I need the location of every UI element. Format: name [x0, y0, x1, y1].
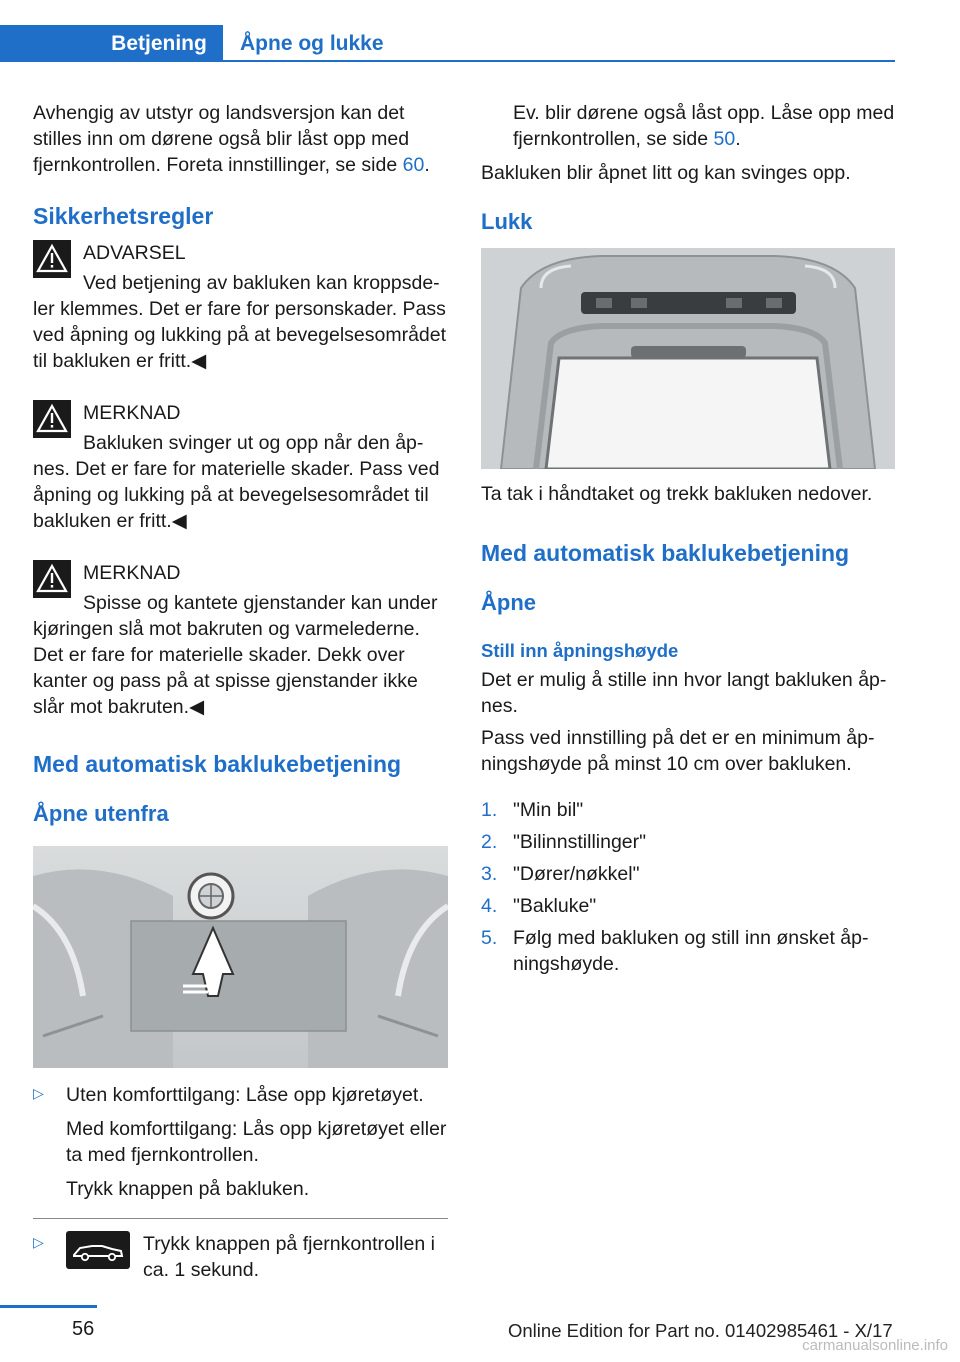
list-item: [481, 797, 895, 823]
bullet-divider: [33, 1218, 448, 1219]
warning-line1: Ved betjening av bakluken kan kroppsde-: [83, 272, 440, 294]
auto-tailgate-heading: Med automatisk baklukebetjening: [481, 540, 850, 566]
right-column: [481, 100, 895, 983]
opening-height-heading: Still inn åpningshøyde: [481, 640, 679, 661]
tailgate-opens-text: Bakluken blir åpnet litt og kan svinges opp.: [481, 162, 851, 184]
warning-triangle-icon: [33, 560, 71, 598]
tailgate-interior-photo: [481, 248, 895, 469]
step-number: 2.: [481, 831, 498, 853]
step-number: 3.: [481, 863, 498, 885]
step-text: "Dører/nøkkel": [513, 863, 640, 885]
bullet-text: Uten komforttilgang: Låse opp kjøretøyet.: [66, 1084, 424, 1106]
list-item: [481, 925, 895, 977]
breadcrumb[interactable]: Åpne og lukke: [240, 31, 384, 55]
warning-triangle-icon: [33, 400, 71, 438]
notice-block: [33, 560, 449, 720]
warning-text: ler klemmes. Det er fare for personskader. Pass ved åpning og lukking på at bevegelsesområdet til bakluken er fritt.◀: [33, 298, 447, 372]
bullet-item: [33, 1231, 449, 1287]
paragraph: Pass ved innstilling på det er en minimum åpningshøyde på minst 10 cm over bakluken.: [481, 727, 875, 775]
notice-title: MERKNAD: [83, 402, 181, 424]
notice-text: nes. Det er fare for materielle skader. Pass ved åpning og lukking på at bevegelsesområdet til bakluken er fritt.◀: [33, 458, 440, 532]
notice-block: [33, 400, 449, 534]
bullet-item: [33, 1082, 449, 1202]
triangle-bullet-icon: ▷: [33, 1234, 44, 1250]
step-number: 5.: [481, 927, 498, 949]
section-tab[interactable]: Betjening: [95, 25, 223, 62]
page-number: 56: [72, 1318, 95, 1340]
step-number: 1.: [481, 799, 498, 821]
footer-rule: [0, 1305, 97, 1308]
left-column: [33, 100, 449, 1287]
header-rule: [0, 60, 895, 62]
car-trunk-icon: [66, 1231, 130, 1269]
list-item: [481, 893, 895, 919]
close-heading: Lukk: [481, 209, 533, 234]
steps-list: [481, 797, 895, 977]
bullet-text: Trykk knappen på fjernkontrollen i ca. 1 sekund.: [143, 1233, 435, 1281]
safety-heading: Sikkerhetsregler: [33, 203, 214, 229]
warning-title: ADVARSEL: [83, 242, 186, 264]
paragraph: Det er mulig å stille inn hvor langt bakluken åpnes.: [481, 669, 887, 717]
open-outside-heading: Åpne utenfra: [33, 801, 169, 826]
step-text: "Min bil": [513, 799, 584, 821]
warning-triangle-icon: [33, 240, 71, 278]
notice-line1: Spisse og kantete gjenstander kan under: [83, 592, 438, 614]
bullet-text: Trykk knappen på bakluken.: [66, 1178, 310, 1200]
bullet-text: Med komforttilgang: Lås opp kjøretøyet eller ta med fjernkontrollen.: [66, 1118, 447, 1166]
close-caption: Ta tak i håndtaket og trekk bakluken nedover.: [481, 483, 873, 505]
notice-line1: Bakluken svinger ut og opp når den åp-: [83, 432, 424, 454]
notice-title: MERKNAD: [83, 562, 181, 584]
warning-block: [33, 240, 449, 374]
open-heading: Åpne: [481, 590, 536, 615]
continued-body: Ev. blir dørene også låst opp. Låse opp med fjernkontrollen, se side: [513, 102, 895, 150]
page-link-50[interactable]: 50: [713, 128, 736, 150]
intro-end: .: [424, 154, 430, 176]
auto-tailgate-heading: Med automatisk baklukebetjening: [33, 751, 402, 777]
triangle-bullet-icon: ▷: [33, 1085, 44, 1101]
intro-paragraph: [33, 100, 433, 178]
list-item: [481, 829, 895, 855]
step-text: "Bilinnstillinger": [513, 831, 647, 853]
step-number: 4.: [481, 895, 498, 917]
header-accent-bar: [0, 25, 95, 62]
notice-text: kjøringen slå mot bakruten og varmelederne. Det er fare for materielle skader. Dekk over kanter og pass på at spisse gjenstander ikke slår mot bakruten.◀: [33, 618, 420, 718]
step-text: Følg med bakluken og still inn ønsket åpningshøyde.: [513, 927, 869, 975]
continued-text: [481, 100, 895, 152]
step-text: "Bakluke": [513, 895, 597, 917]
watermark: carmanualsonline.info: [802, 1337, 948, 1354]
list-item: [481, 861, 895, 887]
intro-text: Avhengig av utstyr og landsversjon kan det stilles inn om dørene også blir låst opp med fjernkontrollen. Foreta innstillinger, se side: [33, 102, 410, 176]
tailgate-button-photo: [33, 846, 448, 1068]
continued-end: .: [735, 128, 741, 150]
edition-text: Online Edition for Part no. 01402985461 - X/17: [508, 1320, 893, 1341]
page-link-60[interactable]: 60: [402, 154, 425, 176]
